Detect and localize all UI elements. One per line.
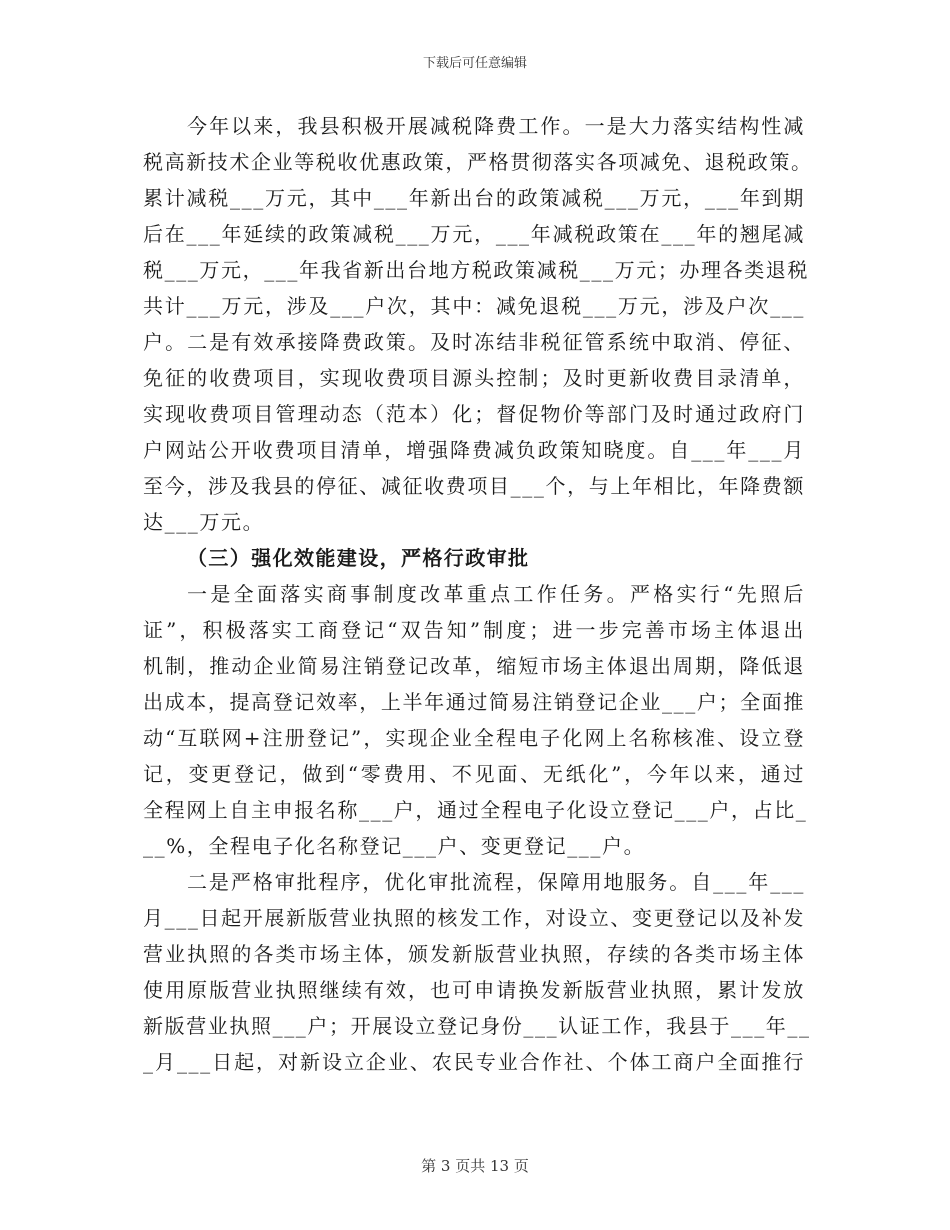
text-line: 后在___年延续的政策减税___万元，___年减税政策在___年的翘尾减: [143, 222, 805, 246]
text-line: 累计减税___万元，其中___年新出台的政策减税___万元，___年到期: [143, 186, 805, 210]
text-line: 至今，涉及我县的停征、减征收费项目___个，与上年相比，年降费额: [143, 474, 805, 498]
text-line: 实现收费项目管理动态（范本）化；督促物价等部门及时通过政府门: [143, 402, 805, 426]
text-line: 月___日起开展新版营业执照的核发工作，对设立、变更登记以及补发: [143, 906, 805, 930]
page-header: 下载后可任意编辑: [422, 56, 527, 71]
text-line: 动“互联网+注册登记”，实现企业全程电子化网上名称核准、设立登: [143, 726, 805, 750]
text-line: 共计___万元，涉及___户次，其中：减免退税___万元，涉及户次___: [143, 294, 805, 318]
document-body: [143, 108, 813, 1080]
text-line: 全程网上自主申报名称___户，通过全程电子化设立登记___户，占比_: [143, 798, 808, 822]
text-line: 一是全面落实商事制度改革重点工作任务。严格实行“先照后: [187, 582, 805, 606]
text-line: 记，变更登记，做到“零费用、不见面、无纸化”，今年以来，通过: [143, 762, 805, 786]
text-line: 二是严格审批程序，优化审批流程，保障用地服务。自___年___: [187, 870, 805, 894]
text-line: 营业执照的各类市场主体，颁发新版营业执照，存续的各类市场主体: [143, 942, 805, 966]
text-line: 户网站公开收费项目清单，增强降费减负政策知晓度。自___年___月: [143, 438, 805, 462]
text-line: 税高新技术企业等税收优惠政策，严格贯彻落实各项减免、退税政策。: [143, 150, 813, 174]
text-line: _月___日起，对新设立企业、农民专业合作社、个体工商户全面推行: [143, 1050, 805, 1074]
text-line: 户。二是有效承接降费政策。及时冻结非税征管系统中取消、停征、: [143, 330, 805, 354]
text-line: 新版营业执照___户；开展设立登记身份___认证工作，我县于___年__: [143, 1014, 811, 1038]
paragraph-business-reform: [143, 576, 808, 864]
text-line: 使用原版营业执照继续有效，也可申请换发新版营业执照，累计发放: [143, 978, 805, 1002]
text-line: 机制，推动企业简易注销登记改革，缩短市场主体退出周期，降低退: [143, 654, 805, 678]
paragraph-approval-process: [143, 864, 811, 1080]
section-heading: （三）强化效能建设，严格行政审批: [187, 546, 530, 570]
text-line: 今年以来，我县积极开展减税降费工作。一是大力落实结构性减: [187, 114, 805, 138]
page-footer: 第 3 页共 13 页: [421, 1157, 529, 1175]
text-line: 达___万元。: [143, 510, 265, 534]
paragraph-tax-reduction: [143, 108, 813, 540]
text-line: 税___万元，___年我省新出台地方税政策减税___万元；办理各类退税: [143, 258, 809, 282]
text-line: 证”，积极落实工商登记“双告知”制度；进一步完善市场主体退出: [143, 618, 805, 642]
text-line: 免征的收费项目，实现收费项目源头控制；及时更新收费目录清单，: [143, 366, 805, 390]
text-line: 出成本，提高登记效率，上半年通过简易注销登记企业___户；全面推: [143, 690, 805, 714]
text-line: __%，全程电子化名称登记___户、变更登记___户。: [143, 834, 646, 858]
